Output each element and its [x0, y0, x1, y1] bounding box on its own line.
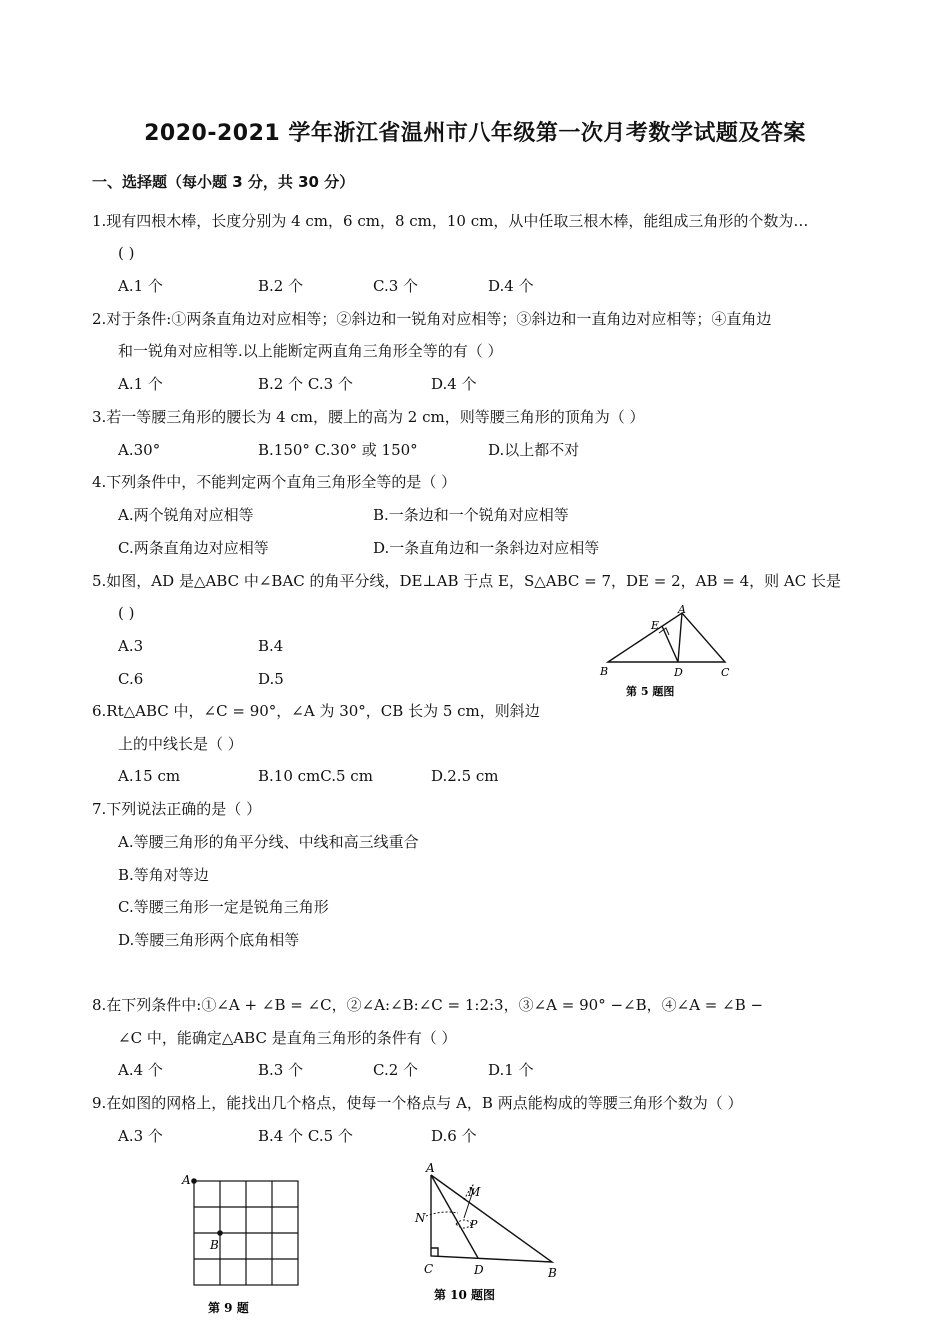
q8-stem-cont: ∠C 中，能确定△ABC 是直角三角形的条件有（ ） — [118, 1029, 457, 1047]
q3-option-d: D.以上都不对 — [488, 441, 580, 459]
q4-option-d: D.一条直角边和一条斜边对应相等 — [373, 539, 600, 557]
q8-stem: 8.在下列条件中:①∠A + ∠B = ∠C，②∠A:∠B:∠C = 1:2:3，③∠A = 90° −∠B，④∠A = ∠B − — [92, 996, 764, 1014]
q1-option-b: B.2 个 — [258, 277, 304, 295]
q5-caption: 第 5 题图 — [626, 685, 675, 698]
q6-option-a: A.15 cm — [118, 767, 181, 785]
q5-option-c: C.6 — [118, 670, 144, 688]
q4-option-b: B.一条边和一个锐角对应相等 — [373, 506, 569, 524]
q8-option-d: D.1 个 — [488, 1061, 534, 1079]
q6-option-bc: B.10 cmC.5 cm — [258, 767, 373, 785]
q5-stem: 5.如图，AD 是△ABC 中∠BAC 的角平分线，DE⊥AB 于点 E，S△ABC = 7，DE = 2，AB = 4，则 AC 长是 — [92, 572, 841, 590]
q10-label-p: P — [470, 1218, 478, 1231]
q10-label-d: D — [474, 1263, 484, 1277]
q6-stem: 6.Rt△ABC 中，∠C = 90°，∠A 为 30°，CB 长为 5 cm，则斜边 — [92, 702, 540, 720]
q5-option-d: D.5 — [258, 670, 284, 688]
q1-answer-blank: ( ) — [118, 244, 135, 262]
q5-label-b: B — [600, 665, 609, 678]
q2-stem-cont: 和一锐角对应相等.以上能断定两直角三角形全等的有（ ） — [118, 342, 503, 360]
q9-stem: 9.在如图的网格上，能找出几个格点，使每一个格点与 A，B 两点能构成的等腰三角形个数为（ ） — [92, 1094, 743, 1112]
q10-label-c: C — [424, 1262, 434, 1276]
q4-option-c: C.两条直角边对应相等 — [118, 539, 269, 557]
q7-option-d: D.等腰三角形两个底角相等 — [118, 931, 300, 949]
q8-option-a: A.4 个 — [118, 1061, 163, 1079]
q4-stem: 4.下列条件中，不能判定两个直角三角形全等的是（ ） — [92, 473, 457, 491]
q10-caption: 第 10 题图 — [434, 1288, 496, 1302]
q2-option-bc: B.2 个 C.3 个 — [258, 375, 353, 393]
q7-option-c: C.等腰三角形一定是锐角三角形 — [118, 898, 329, 916]
q3-option-bc: B.150° C.30° 或 150° — [258, 441, 418, 459]
q7-stem: 7.下列说法正确的是（ ） — [92, 800, 262, 818]
section-heading: 一、选择题（每小题 3 分，共 30 分） — [92, 173, 355, 191]
q9-option-bc: B.4 个 C.5 个 — [258, 1127, 353, 1145]
q10-label-b: B — [548, 1266, 557, 1280]
q10-label-n: N — [415, 1211, 426, 1225]
q8-option-c: C.2 个 — [373, 1061, 419, 1079]
q5-answer-blank: ( ) — [118, 604, 135, 622]
q1-stem: 1.现有四根木棒，长度分别为 4 cm，6 cm，8 cm，10 cm，从中任取三根木棒，能组成三角形的个数为… — [92, 212, 809, 230]
q7-option-b: B.等角对等边 — [118, 866, 209, 884]
q10-label-a: A — [426, 1161, 435, 1175]
q9-label-b: B — [210, 1238, 219, 1252]
q5-option-b: B.4 — [258, 637, 284, 655]
q7-option-a: A.等腰三角形的角平分线、中线和高三线重合 — [118, 833, 419, 851]
q9-option-a: A.3 个 — [118, 1127, 163, 1145]
page-title: 2020-2021 学年浙江省温州市八年级第一次月考数学试题及答案 — [144, 121, 806, 146]
q2-option-d: D.4 个 — [431, 375, 477, 393]
q3-stem: 3.若一等腰三角形的腰长为 4 cm，腰上的高为 2 cm，则等腰三角形的顶角为（ ） — [92, 408, 645, 426]
q6-option-d: D.2.5 cm — [431, 767, 499, 785]
q10-figure — [412, 1158, 572, 1308]
q2-option-a: A.1 个 — [118, 375, 163, 393]
q1-option-a: A.1 个 — [118, 277, 163, 295]
q9-grid-figure — [178, 1168, 308, 1316]
q5-figure — [590, 605, 750, 700]
q1-option-c: C.3 个 — [373, 277, 419, 295]
q5-label-a: A — [678, 605, 686, 616]
q2-stem: 2.对于条件:①两条直角边对应相等；②斜边和一锐角对应相等；③斜边和一直角边对应相等；④直角边 — [92, 310, 772, 328]
q5-option-a: A.3 — [118, 637, 144, 655]
q10-label-m: M — [468, 1185, 481, 1199]
q9-option-d: D.6 个 — [431, 1127, 477, 1145]
q9-label-a: A — [182, 1173, 191, 1187]
q9-caption: 第 9 题 — [208, 1301, 249, 1315]
q5-label-e: E — [651, 619, 660, 632]
q5-label-c: C — [721, 666, 730, 679]
q4-option-a: A.两个锐角对应相等 — [118, 506, 254, 524]
q3-option-a: A.30° — [118, 441, 161, 459]
q1-option-d: D.4 个 — [488, 277, 534, 295]
q6-stem-cont: 上的中线长是（ ） — [118, 735, 243, 753]
q5-label-d: D — [674, 666, 683, 679]
q8-option-b: B.3 个 — [258, 1061, 304, 1079]
